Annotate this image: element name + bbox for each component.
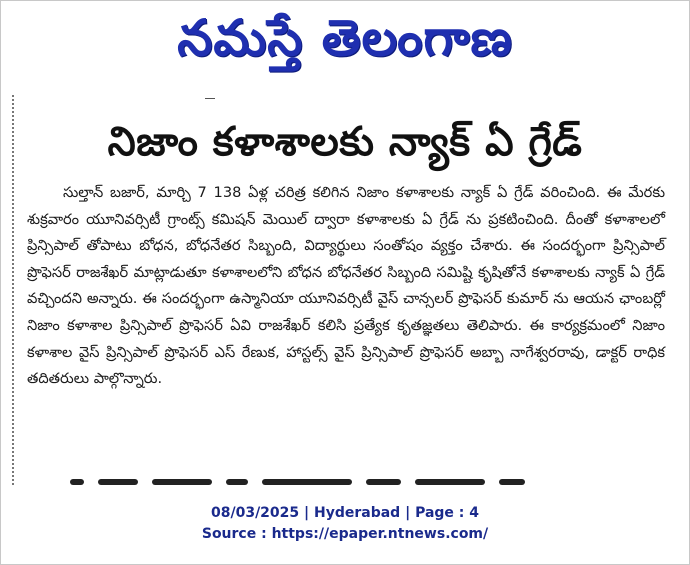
article-body: సుల్తాన్ బజార్, మార్చి 7 138 ఏళ్ల చరిత్ర కలిగిన నిజాం కళాశాలకు న్యాక్ ఏ గ్రేడ్ వరించింది. ఈ మేరకు శుక్రవారం యూనివర్సిటీ గ్రాంట్స్ కమిషన్ మెయిల్ ద్వారా కళాశాలకు ఏ గ్రేడ్ ను ప్రకటించింది. దీంతో కళాశాలలో ప్రిన్సిపాల్ తోపాటు బోధన, బోధనేతర సిబ్బంది, విద్యార్థులు సంతోషం వ్యక్తం చేశారు. ఈ సందర్భంగా ప్రిన్సిపాల్ ప్రొఫెసర్ రాజశేఖర్ మాట్లాడుతూ కళాశాలలోని బోధన బోధనేతర సిబ్బంది సమిష్టి కృషితోనే కళాశాలకు న్యాక్ ఏ గ్రేడ్ వచ్చిందని అన్నారు. ఈ సందర్భంగా ఉస్మానియా యూనివర్సిటీ వైస్ చాన్సలర్ ప్రొఫెసర్ కుమార్ ను ఆయన ఛాంబర్లో నిజాం కళాశాల ప్రిన్సిపాల్ ప్రొఫెసర్ ఏవి రాజశేఖర్ కలిసి ప్రత్యేక కృతజ్ఞతలు తెలిపారు. ఈ కార్యక్రమంలో నిజాం కళాశాల వైస్ ప్రిన్సిపాల్ ప్రొఫెసర్ ఎస్ రేణుక, హాస్టల్స్ వైస్ ప్రిన్సిపాల్ ప్రొఫెసర్ అబ్బా నాగేశ్వరరావు, డాక్టర్ రాధిక తదితరులు పాల్గొన్నారు. — [27, 184, 665, 388]
article-headline: నిజాం కళాశాలకు న్యాక్ ఏ గ్రేడ్ — [107, 119, 583, 165]
footer-date-line: 08/03/2025 | Hyderabad | Page : 4 — [210, 505, 480, 521]
truncated-next-line — [70, 477, 590, 487]
newspaper-masthead: నమస్తే తెలంగాణ — [177, 9, 513, 67]
clipping-mark — [205, 98, 215, 99]
footer-source-line: Source : https://epaper.ntnews.com/ — [201, 526, 489, 542]
